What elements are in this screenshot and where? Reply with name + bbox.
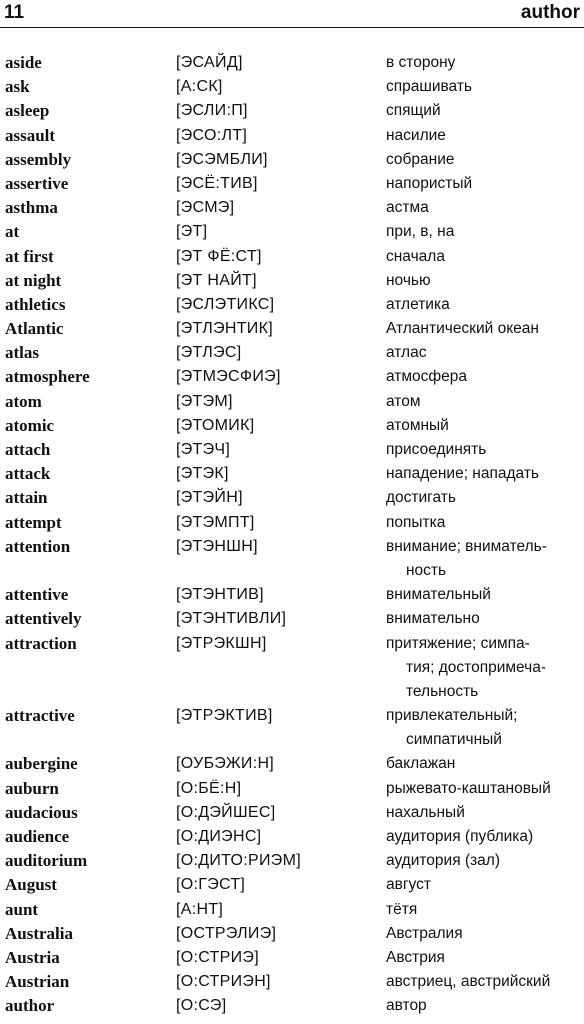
pronunciation: [ЭСЛИ:П] <box>176 102 248 120</box>
headword: at night <box>5 270 62 290</box>
translation: внимание; вниматель- <box>386 537 547 555</box>
headword: Australia <box>5 923 73 943</box>
page-header <box>0 0 584 26</box>
headword: asthma <box>5 198 58 218</box>
dictionary-entry <box>0 439 584 463</box>
translation: август <box>386 876 431 894</box>
headword: attraction <box>5 633 77 653</box>
translation: аудитория (зал) <box>386 852 501 870</box>
dictionary-entry <box>0 415 584 439</box>
pronunciation: [О:ДИЭНС] <box>176 828 262 845</box>
headword: aside <box>5 53 42 72</box>
translation: Австрия <box>386 948 445 966</box>
dictionary-entry <box>0 705 584 753</box>
page-number: 11 <box>4 2 25 23</box>
headword: Austrian <box>5 972 70 992</box>
dictionary-entry <box>0 536 584 584</box>
dictionary-entry <box>0 633 584 706</box>
pronunciation: [ЭСАЙД] <box>176 54 243 71</box>
translation: симпатичный <box>406 731 502 749</box>
pronunciation: [А:СК] <box>176 78 223 96</box>
dictionary-entry <box>0 366 584 390</box>
translation: австриец, австрийский <box>386 973 551 991</box>
translation: спящий <box>386 102 441 120</box>
translation: попытка <box>386 513 446 531</box>
dictionary-entry <box>0 995 584 1019</box>
headword: attentively <box>5 609 82 629</box>
pronunciation: [ЭТЛЭС] <box>176 344 242 362</box>
pronunciation: [ЭТЭНШН] <box>176 537 258 555</box>
pronunciation: [ЭТЭЙН] <box>176 489 243 507</box>
pronunciation: [О:ГЭСТ] <box>176 876 246 894</box>
headword: assertive <box>5 173 69 193</box>
translation: тётя <box>386 900 418 918</box>
pronunciation: [О:СТРИЭН] <box>176 973 271 991</box>
headword: attempt <box>5 512 62 532</box>
pronunciation: [ЭТРЭКТИВ] <box>176 707 273 725</box>
pronunciation: [ЭТЛЭНТИК] <box>176 320 273 338</box>
pronunciation: [ЭСО:ЛТ] <box>176 126 248 144</box>
pronunciation: [ЭТОМИК] <box>176 416 255 434</box>
translation: напористый <box>386 174 473 192</box>
running-head: author <box>520 2 580 23</box>
dictionary-entry <box>0 246 584 270</box>
translation: притяжение; симпа- <box>386 634 530 652</box>
pronunciation: [О:ДИТО:РИЭМ] <box>176 852 301 870</box>
pronunciation: [А:НТ] <box>176 900 224 918</box>
dictionary-entry <box>0 512 584 536</box>
dictionary-entry <box>0 149 584 173</box>
pronunciation: [О:СТРИЭ] <box>176 948 259 966</box>
dictionary-entry <box>0 608 584 632</box>
translation: сначала <box>386 247 445 265</box>
translation: привлекательный; <box>386 707 518 725</box>
headword: author <box>5 996 55 1016</box>
headword: audacious <box>5 802 78 822</box>
pronunciation: [ЭТРЭКШН] <box>176 634 267 652</box>
dictionary-entry <box>0 778 584 802</box>
translation: астма <box>386 199 429 217</box>
dictionary-entry <box>0 318 584 342</box>
dictionary-entry <box>0 923 584 947</box>
headword: August <box>5 875 57 895</box>
pronunciation: [ЭСЛЭТИКС] <box>176 295 275 313</box>
dictionary-entry <box>0 826 584 850</box>
dictionary-entry <box>0 270 584 294</box>
headword: atomic <box>5 415 55 435</box>
header-rule <box>0 27 584 28</box>
headword: athletics <box>5 294 66 314</box>
pronunciation: [ЭСМЭ] <box>176 199 235 217</box>
translation: тельность <box>406 682 479 700</box>
translation: собрание <box>386 150 455 168</box>
headword: auburn <box>5 778 59 798</box>
dictionary-entry <box>0 294 584 318</box>
dictionary-entry <box>0 221 584 245</box>
pronunciation: [ЭТ] <box>176 223 208 241</box>
headword: aunt <box>5 899 39 919</box>
headword: at first <box>5 246 54 266</box>
headword: attain <box>5 488 48 508</box>
translation: ночью <box>386 271 431 289</box>
dictionary-entry <box>0 125 584 149</box>
dictionary-entry <box>0 899 584 923</box>
pronunciation: [ЭТЭНТИВ] <box>176 586 264 604</box>
translation: атлас <box>386 344 427 362</box>
headword: Austria <box>5 947 60 967</box>
translation: баклажан <box>386 755 456 773</box>
headword: atom <box>5 391 42 411</box>
pronunciation: [ЭТЭК] <box>176 465 229 483</box>
translation: насилие <box>386 126 446 144</box>
pronunciation: [О:БЁ:Н] <box>176 779 242 797</box>
dictionary-entry <box>0 76 584 100</box>
dictionary-entry <box>0 850 584 874</box>
headword: attractive <box>5 706 75 726</box>
pronunciation: [О:ДЭЙШЕС] <box>176 803 276 821</box>
pronunciation: [ОУБЭЖИ:Н] <box>176 755 275 773</box>
translation: атомный <box>386 416 449 434</box>
dictionary-entry <box>0 487 584 511</box>
headword: attentive <box>5 585 69 605</box>
pronunciation: [ЭТЭНТИВЛИ] <box>176 610 287 628</box>
translation: в сторону <box>386 54 456 71</box>
pronunciation: [О:СЭ] <box>176 997 227 1015</box>
translation: Атлантический океан <box>386 320 539 338</box>
dictionary-entry <box>0 100 584 124</box>
dictionary-entry <box>0 753 584 777</box>
headword: asleep <box>5 101 50 121</box>
headword: attach <box>5 440 51 459</box>
translation: спрашивать <box>386 78 472 96</box>
pronunciation: [ЭТ ФЁ:СТ] <box>176 247 262 265</box>
dictionary-entry <box>0 947 584 971</box>
dictionary-entries <box>0 52 584 1020</box>
headword: ask <box>5 77 30 97</box>
dictionary-entry <box>0 802 584 826</box>
dictionary-entry <box>0 874 584 898</box>
translation: внимательно <box>386 610 480 628</box>
headword: assembly <box>5 149 72 169</box>
headword: auditorium <box>5 851 88 871</box>
translation: Австралия <box>386 924 463 942</box>
headword: atmosphere <box>5 367 90 387</box>
translation: автор <box>386 997 427 1015</box>
dictionary-entry <box>0 971 584 995</box>
dictionary-entry <box>0 463 584 487</box>
pronunciation: [ЭСЁ:ТИВ] <box>176 174 258 192</box>
pronunciation: [ОСТРЭЛИЭ] <box>176 924 277 942</box>
translation: при, в, на <box>386 223 455 241</box>
dictionary-entry <box>0 391 584 415</box>
translation: внимательный <box>386 586 491 604</box>
translation: атмосфера <box>386 368 468 386</box>
pronunciation: [ЭТМЭСФИЭ] <box>176 368 281 386</box>
headword: assault <box>5 125 56 145</box>
translation: ность <box>406 561 447 579</box>
headword: atlas <box>5 343 39 363</box>
headword: attack <box>5 464 51 484</box>
pronunciation: [ЭСЭМБЛИ] <box>176 150 268 168</box>
translation: нахальный <box>386 803 465 821</box>
headword: at <box>5 222 20 242</box>
translation: аудитория (публика) <box>386 828 534 845</box>
dictionary-entry <box>0 342 584 366</box>
headword: attention <box>5 536 71 556</box>
translation: достигать <box>386 489 456 507</box>
translation: рыжевато-каштановый <box>386 779 551 797</box>
translation: нападение; нападать <box>386 465 540 483</box>
pronunciation: [ЭТЭЧ] <box>176 441 231 458</box>
dictionary-entry <box>0 197 584 221</box>
translation: тия; достопримеча- <box>406 658 547 676</box>
headword: Atlantic <box>5 319 64 339</box>
dictionary-entry <box>0 52 584 76</box>
pronunciation: [ЭТЭМ] <box>176 392 233 410</box>
pronunciation: [ЭТЭМПТ] <box>176 513 255 531</box>
translation: атлетика <box>386 295 450 313</box>
translation: присоединять <box>386 441 487 458</box>
headword: audience <box>5 827 70 846</box>
headword: aubergine <box>5 754 78 774</box>
translation: атом <box>386 392 421 410</box>
dictionary-entry <box>0 173 584 197</box>
pronunciation: [ЭТ НАЙТ] <box>176 271 257 289</box>
dictionary-entry <box>0 584 584 608</box>
